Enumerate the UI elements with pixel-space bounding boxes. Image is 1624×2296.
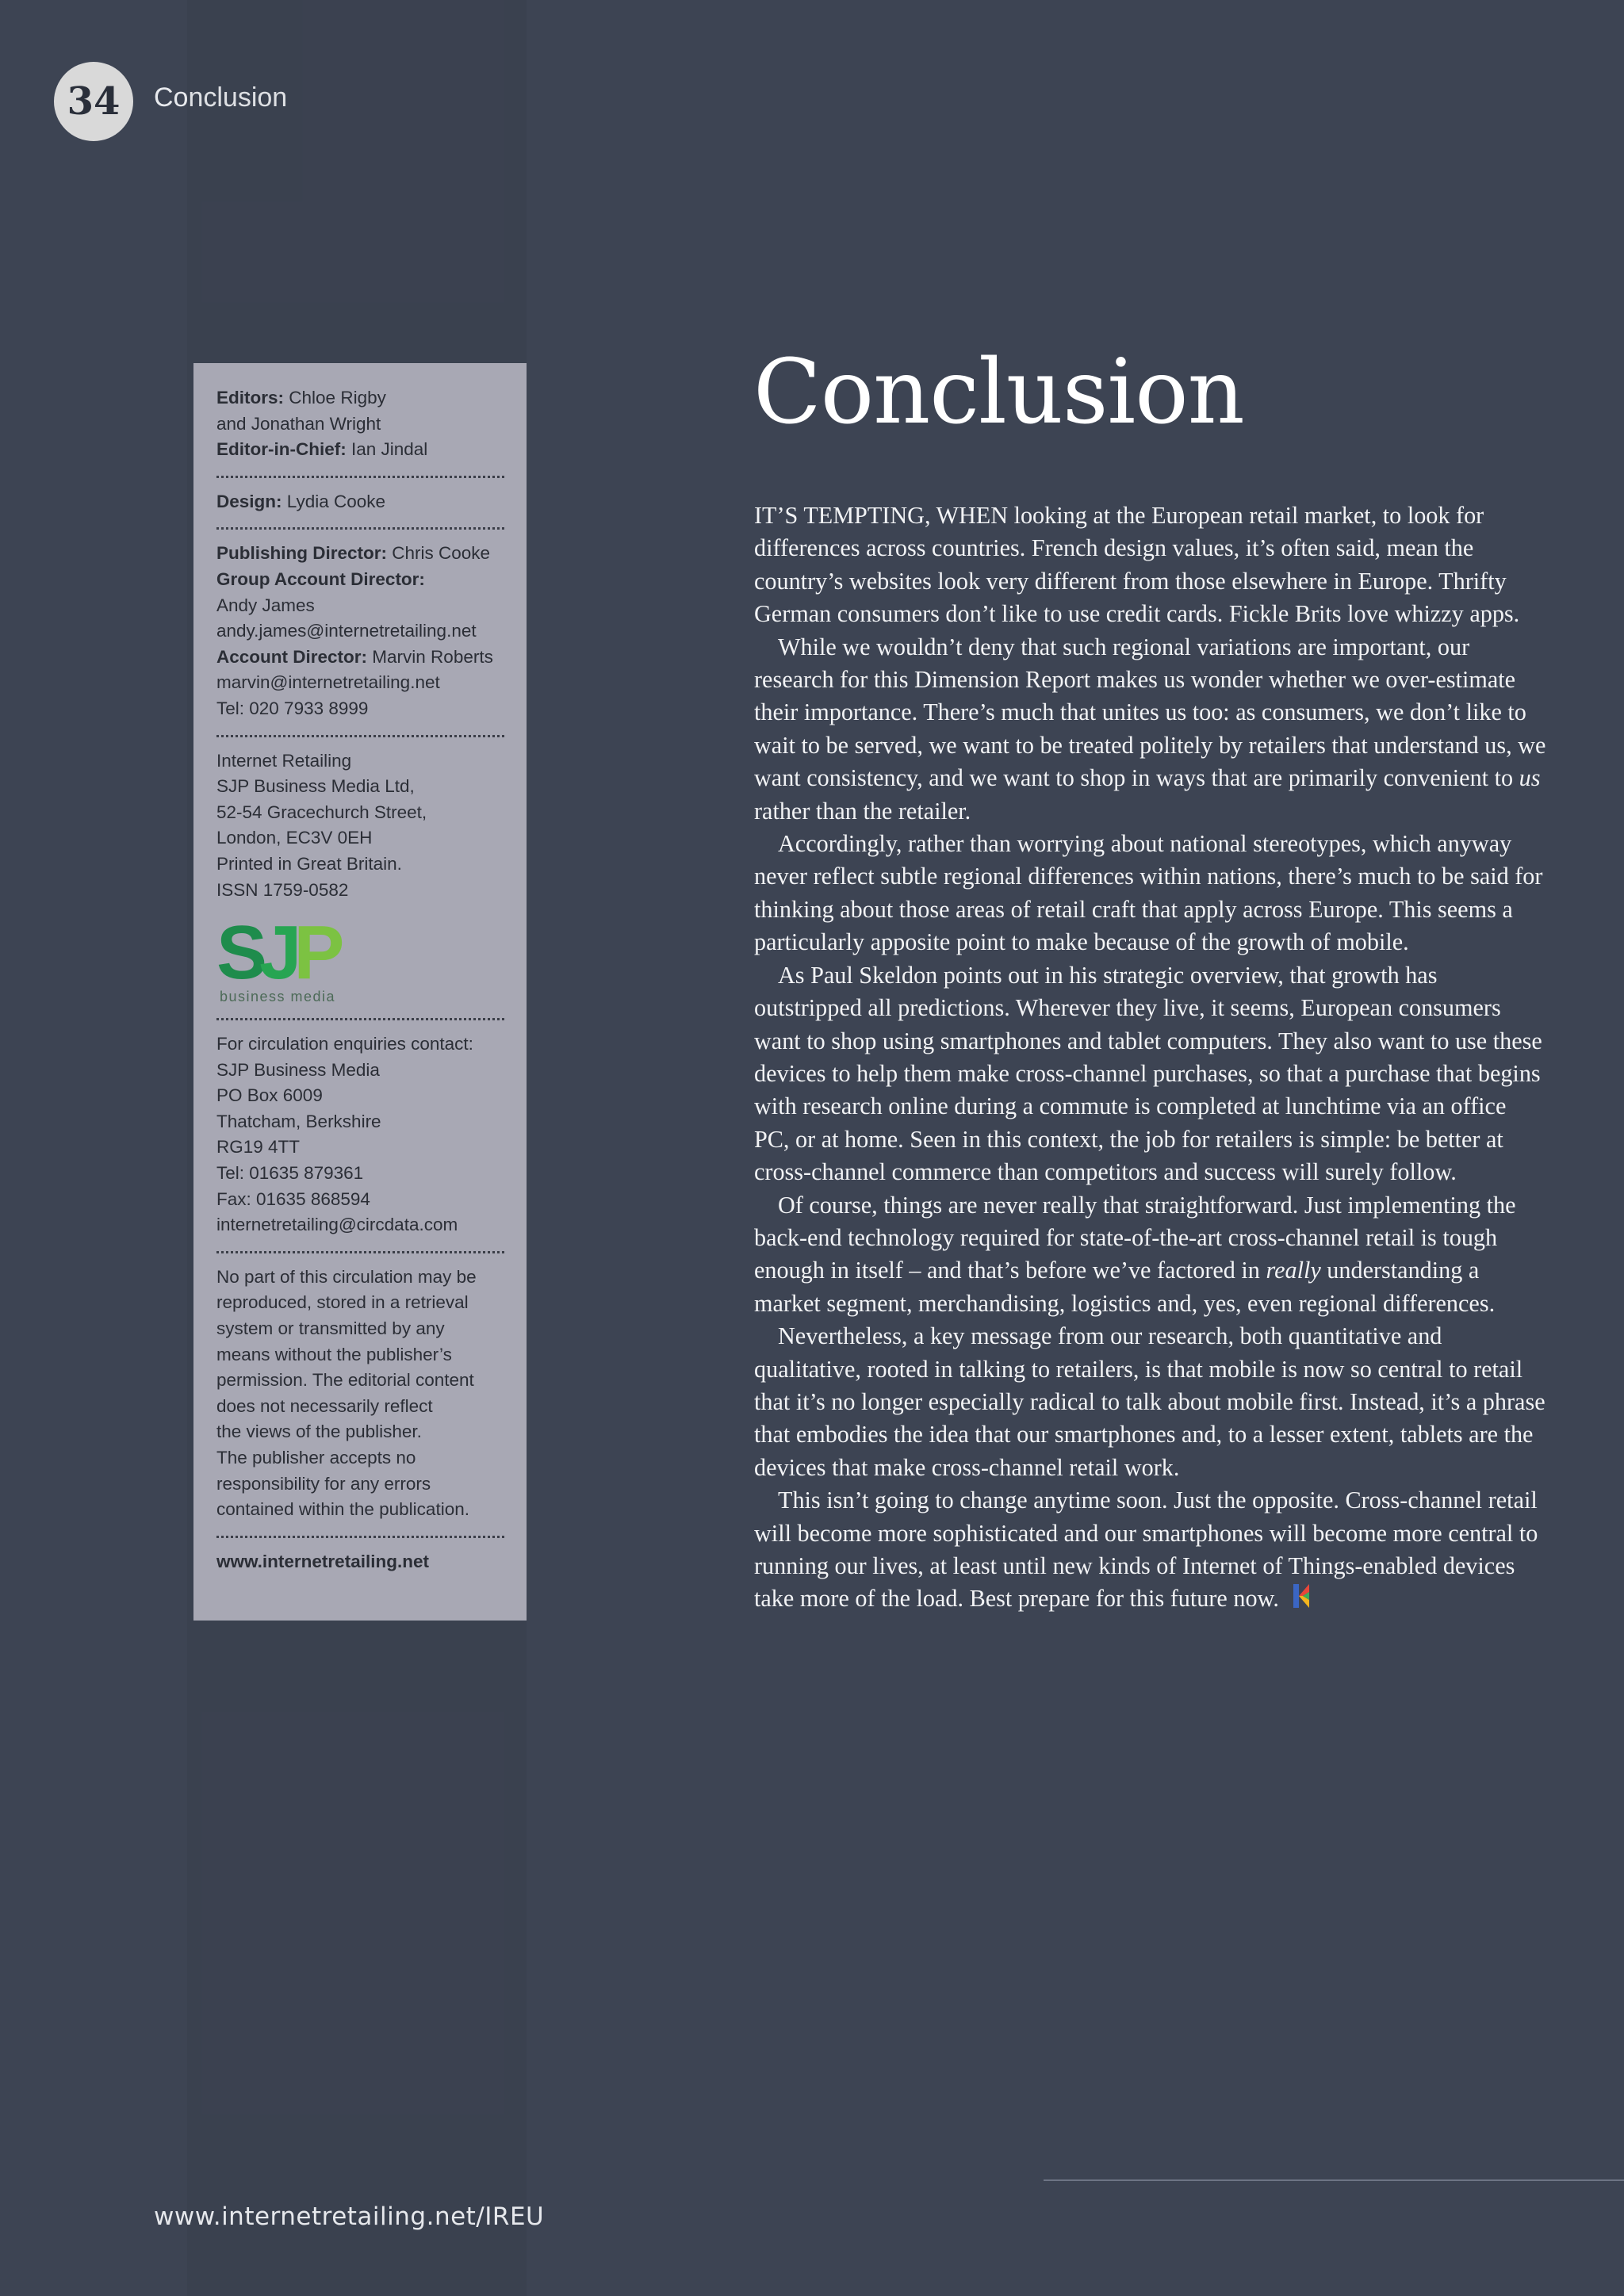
- address-line: 52-54 Gracechurch Street,: [216, 802, 427, 822]
- design-name: Lydia Cooke: [286, 491, 386, 511]
- design-label: Design:: [216, 491, 282, 511]
- editor-in-chief-label: Editor-in-Chief:: [216, 439, 347, 460]
- paragraph: Nevertheless, a key message from our research, both quantitative and qualitative, rooted in talking to retailers, is that mobile is now so central to retail that it’s no longer especially radical to talk about mobile first. Instead, it’s a phrase that embodies the idea that our smartphones and, to a lesser extent, tablets are the devices that make cross-channel retail work.: [754, 1322, 1545, 1481]
- telephone: Tel: 020 7933 8999: [216, 698, 369, 718]
- circulation-line: RG19 4TT: [216, 1137, 301, 1158]
- end-mark-icon: [1293, 1584, 1311, 1608]
- address-line: SJP Business Media Ltd,: [216, 776, 415, 797]
- paragraph-text: rather than the retailer.: [754, 797, 971, 825]
- design-line: [216, 489, 504, 515]
- sjp-logo-subtext: business media: [220, 989, 336, 1005]
- dotted-divider: [216, 1251, 504, 1253]
- circulation-email: internetretailing@circdata.com: [216, 1215, 458, 1235]
- footer-url[interactable]: www.internetretailing.net/IREU: [154, 2202, 545, 2231]
- circulation-line: Tel: 01635 879361: [216, 1163, 364, 1184]
- publishing-director-line: [216, 541, 504, 567]
- paragraph-text: understanding a market segment, merchandising, logistics and, yes, even regional differences.: [754, 1257, 1496, 1317]
- disclaimer-line: responsibility for any errors: [216, 1473, 431, 1494]
- paragraph: As Paul Skeldon points out in his strategic overview, that growth has outstripped all predictions. Wherever they live, it seems, European consumers want to shop using smartphones and tablet computers. They also want to use these devices to help them make cross-channel purchases, so that a purchase that begins with research online during a commute is completed at lunchtime via an office PC, or at home. Seen in this context, the job for retailers is simple: be better at cross-channel commerce than competitors and success will surely follow.: [754, 961, 1542, 1186]
- sjp-logo-letters: SJP: [216, 910, 337, 996]
- publishing-director-label: Publishing Director:: [216, 543, 388, 564]
- emphasis: us: [1519, 764, 1541, 792]
- dotted-divider: [216, 1018, 504, 1020]
- account-director-label: Account Director:: [216, 646, 368, 667]
- circulation-line: Fax: 01635 868594: [216, 1188, 370, 1209]
- paragraph-text: Of course, things are never really that straightforward. Just implementing the back-end technology required for state-of-the-art cross-channel retail is tough enough in itself – and that’s before we’ve factored in: [754, 1191, 1516, 1284]
- article-body: [754, 499, 1547, 1616]
- dotted-divider: [216, 1536, 504, 1538]
- paragraph-text: While we wouldn’t deny that such regional variations are important, our research for this Dimension Report makes us wonder whether we over-estimate their importance. There’s much that unites us too: as consumers, we don’t like to wait to be served, we want to be treated politely by retailers that understand us, we want consistency, and we want to shop in ways that are primarily convenient to: [754, 633, 1546, 792]
- account-director-line: [216, 645, 504, 671]
- paragraph: Accordingly, rather than worrying about national stereotypes, which anyway never reflect subtle regional differences within nations, there’s much to be said for thinking about those areas of retail craft that apply across Europe. This seems a particularly apposite point to make because of the growth of mobile.: [754, 830, 1543, 956]
- dotted-divider: [216, 476, 504, 478]
- circulation-line: For circulation enquiries contact:: [216, 1034, 473, 1054]
- account-director-email: marvin@internetretailing.net: [216, 672, 440, 693]
- group-account-director-label-text: Group Account Director:: [216, 568, 425, 589]
- page-number: 34: [67, 79, 121, 124]
- address-line: Printed in Great Britain.: [216, 853, 402, 874]
- article-headline: Conclusion: [753, 341, 1244, 444]
- disclaimer-line: the views of the publisher.: [216, 1422, 422, 1442]
- issn: ISSN 1759-0582: [216, 879, 349, 900]
- paragraph-last: [754, 1484, 1547, 1616]
- editors-names: Chloe Rigby: [289, 388, 386, 408]
- editor-in-chief-line: [216, 437, 504, 463]
- group-account-director-name: Andy James: [216, 595, 315, 615]
- disclaimer-line: No part of this circulation may be: [216, 1266, 477, 1287]
- address-line: London, EC3V 0EH: [216, 828, 373, 848]
- paragraph: [754, 631, 1547, 828]
- disclaimer-line: system or transmitted by any: [216, 1318, 445, 1339]
- paragraph: [754, 1189, 1547, 1321]
- group-account-director-email: andy.james@internetretailing.net: [216, 621, 477, 641]
- section-label: Conclusion: [154, 82, 288, 113]
- disclaimer-line: does not necessarily reflect: [216, 1395, 433, 1416]
- editor-in-chief-name: Ian Jindal: [350, 439, 428, 460]
- footer-rule: [1044, 2179, 1624, 2181]
- disclaimer-line: contained within the publication.: [216, 1499, 469, 1520]
- editors-label: Editors:: [216, 388, 285, 408]
- emphasis: really: [1266, 1257, 1321, 1284]
- paragraph-text: This isn’t going to change anytime soon. Just the opposite. Cross-channel retail will become more sophisticated and our smartphones will become more central to running our lives, at least until new kinds of Internet of Things-enabled devices take more of the load. Best prepare for this future now.: [754, 1487, 1538, 1613]
- disclaimer-line: permission. The editorial content: [216, 1370, 474, 1391]
- dotted-divider: [216, 735, 504, 737]
- page-number-badge: [54, 62, 133, 141]
- sjp-logo: [216, 910, 351, 1005]
- editors-line-2: and Jonathan Wright: [216, 413, 381, 434]
- circulation-line: Thatcham, Berkshire: [216, 1111, 381, 1131]
- website-link[interactable]: www.internetretailing.net: [216, 1551, 429, 1571]
- group-account-director-label: [216, 567, 504, 593]
- account-director-name: Marvin Roberts: [372, 646, 493, 667]
- disclaimer-line: reproduced, stored in a retrieval: [216, 1292, 469, 1313]
- disclaimer-line: The publisher accepts no: [216, 1448, 416, 1468]
- masthead-sidebar: [193, 363, 527, 1621]
- circulation-line: PO Box 6009: [216, 1085, 323, 1106]
- circulation-line: SJP Business Media: [216, 1059, 380, 1080]
- paragraph: IT’S TEMPTING, WHEN looking at the European retail market, to look for differences across countries. French design values, it’s often said, mean the country’s websites look very different from those elsewhere in Europe. Thrifty German consumers don’t like to use credit cards. Fickle Brits love whizzy apps.: [754, 502, 1520, 628]
- dotted-divider: [216, 527, 504, 530]
- address-line: Internet Retailing: [216, 750, 352, 771]
- publishing-director-name: Chris Cooke: [392, 543, 491, 564]
- editors-line: [216, 385, 504, 411]
- disclaimer-line: means without the publisher’s: [216, 1344, 452, 1364]
